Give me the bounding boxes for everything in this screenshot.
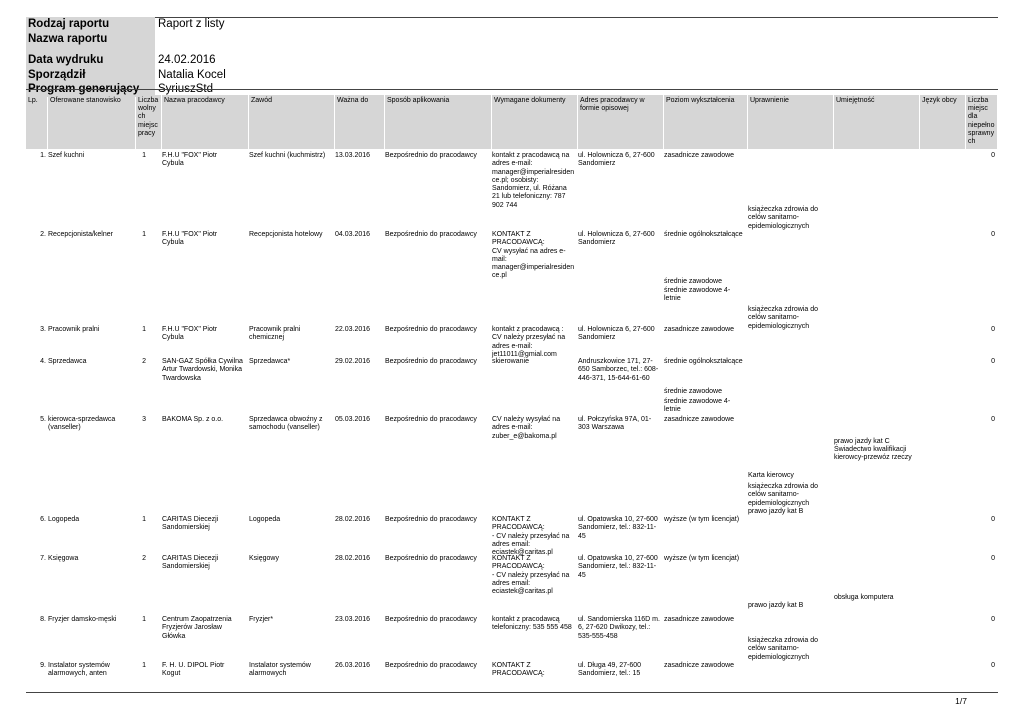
cell-count: 1 <box>142 231 146 238</box>
cell-method: Bezpośrednio do pracodawcy <box>385 231 477 238</box>
cell-education-item: zasadnicze zawodowe <box>664 416 735 423</box>
cell-valid: 29.02.2016 <box>335 358 371 365</box>
cell-valid: 23.03.2016 <box>335 616 371 623</box>
column-header-language: Język obcy <box>920 95 965 149</box>
cell-occupation: Logopeda <box>249 516 281 523</box>
cell-documents: kontakt z pracodawcą telefoniczny: 535 555 458 <box>492 616 572 632</box>
cell-employer: CARITAS Diecezji Sandomierskiej <box>162 555 219 571</box>
cell-count: 2 <box>142 555 146 562</box>
cell-lp: 1. <box>40 152 46 159</box>
cell-valid: 13.03.2016 <box>335 152 371 159</box>
table-row <box>26 662 998 690</box>
column-header-disabled: Liczba miejsc dla niepełno sprawny ch <box>966 95 997 149</box>
meta-author: Sporządził Natalia Kocel <box>28 68 226 81</box>
cell-employer: F.H.U "FOX" Piotr Cybula <box>162 152 218 168</box>
cell-licenses-item: książeczka zdrowia do celów sanitarno- epidemiologicznych prawo jazdy kat B <box>748 483 819 515</box>
cell-lp: 8. <box>40 616 46 623</box>
column-header-licenses: Uprawnienie <box>748 95 833 149</box>
cell-position: Sprzedawca <box>48 358 87 365</box>
cell-method: Bezpośrednio do pracodawcy <box>385 358 477 365</box>
table-row <box>26 616 998 661</box>
column-header-occupation: Zawód <box>249 95 334 149</box>
cell-education-item: średnie zawodowe <box>664 278 722 285</box>
cell-count: 1 <box>142 326 146 333</box>
column-header-skills: Umiejętność <box>834 95 919 149</box>
cell-valid: 05.03.2016 <box>335 416 371 423</box>
cell-disabled: 0 <box>991 616 995 623</box>
cell-disabled: 0 <box>991 516 995 523</box>
cell-skills-item: obsługa komputera <box>834 594 894 601</box>
cell-education-item: średnie zawodowe 4- letnie <box>664 287 731 303</box>
column-header-education: Poziom wykształcenia <box>664 95 747 149</box>
cell-licenses-item: książeczka zdrowia do celów sanitarno- epidemiologicznych <box>748 637 819 661</box>
meta-program: Program generujący SyriuszStd <box>28 83 213 96</box>
cell-position: Logopeda <box>48 516 80 523</box>
cell-occupation: Instalator systemów alarmowych <box>249 662 311 678</box>
cell-disabled: 0 <box>991 416 995 423</box>
cell-lp: 7. <box>40 555 46 562</box>
cell-method: Bezpośrednio do pracodawcy <box>385 616 477 623</box>
cell-method: Bezpośrednio do pracodawcy <box>385 555 477 562</box>
cell-documents: CV należy wysyłać na adres e-mail: zuber_e@bakoma.pl <box>492 416 561 440</box>
cell-occupation: Pracownik pralni chemicznej <box>249 326 301 342</box>
cell-education-item: średnie ogólnokształcące <box>664 231 743 238</box>
cell-education-item: wyższe (w tym licencjat) <box>664 516 740 523</box>
cell-method: Bezpośrednio do pracodawcy <box>385 326 477 333</box>
cell-address: ul. Połczyńska 97A, 01- 303 Warszawa <box>578 416 652 432</box>
column-header-position: Oferowane stanowisko <box>48 95 135 149</box>
cell-education-item: zasadnicze zawodowe <box>664 326 735 333</box>
cell-licenses-item: książeczka zdrowia do celów sanitarno- epidemiologicznych <box>748 306 819 330</box>
cell-valid: 28.02.2016 <box>335 555 371 562</box>
footer-rule <box>26 692 998 693</box>
column-header-address: Adres pracodawcy w formie opisowej <box>578 95 663 149</box>
cell-education-item: zasadnicze zawodowe <box>664 616 735 623</box>
cell-disabled: 0 <box>991 231 995 238</box>
cell-documents: KONTAKT Z PRACODAWCĄ: CV wysyłać na adres e- mail: manager@imperialresiden ce.pl <box>492 231 575 280</box>
column-header-documents: Wymagane dokumenty <box>492 95 577 149</box>
cell-documents: kontakt z pracodawcą : CV należy przesyłać na adres e-mail: jet11011@gmial.com <box>492 326 566 358</box>
cell-education-item: średnie ogólnokształcące <box>664 358 743 365</box>
cell-occupation: Księgowy <box>249 555 279 562</box>
cell-method: Bezpośrednio do pracodawcy <box>385 662 477 669</box>
cell-count: 1 <box>142 616 146 623</box>
cell-count: 1 <box>142 662 146 669</box>
cell-occupation: Szef kuchni (kuchmistrz) <box>249 152 326 159</box>
cell-lp: 6. <box>40 516 46 523</box>
cell-skills-item: prawo jazdy kat C <box>834 438 890 445</box>
cell-education-item: wyższe (w tym licencjat) <box>664 555 740 562</box>
cell-lp: 5. <box>40 416 46 423</box>
cell-valid: 28.02.2016 <box>335 516 371 523</box>
cell-employer: F. H. U. DIPOL Piotr Kogut <box>162 662 225 678</box>
cell-method: Bezpośrednio do pracodawcy <box>385 152 477 159</box>
cell-count: 3 <box>142 416 146 423</box>
cell-licenses-item: Karta kierowcy <box>748 472 794 479</box>
cell-lp: 9. <box>40 662 46 669</box>
cell-method: Bezpośrednio do pracodawcy <box>385 516 477 523</box>
cell-employer: Centrum Zaopatrzenia Fryzjerów Jarosław Główka <box>162 616 232 640</box>
cell-lp: 2. <box>40 231 46 238</box>
cell-lp: 4. <box>40 358 46 365</box>
cell-position: Szef kuchni <box>48 152 85 159</box>
cell-employer: SAN-GAZ Spółka Cywilna Artur Twardowski, Monika Twardowska <box>162 358 243 382</box>
cell-address: ul. Długa 49, 27-600 Sandomierz, tel.: 15 <box>578 662 642 678</box>
cell-education-item: średnie zawodowe 4- letnie <box>664 398 731 414</box>
cell-documents: KONTAKT Z PRACODAWCĄ: <box>492 662 545 678</box>
cell-position: Pracownik pralni <box>48 326 100 333</box>
cell-education-item: zasadnicze zawodowe <box>664 152 735 159</box>
cell-documents: kontakt z pracodawcą na adres e-mail: manager@imperialresiden ce.pl; osobisty: Sandomierz, ul. Różana 21 lub telefoniczny: 787 902 744 <box>492 152 575 209</box>
column-header-method: Sposób aplikowania <box>385 95 491 149</box>
cell-documents: KONTAKT Z PRACODAWCĄ: - CV należy przesyłać na adres email: eciastek@caritas.pl <box>492 555 570 596</box>
cell-count: 1 <box>142 152 146 159</box>
column-header-lp: Lp. <box>26 95 47 149</box>
cell-position: Fryzjer damsko-męski <box>48 616 117 623</box>
column-header-count: Liczba wolny ch miejsc pracy <box>136 95 161 149</box>
report-meta <box>26 17 998 97</box>
cell-address: ul. Holownicza 6, 27-600 Sandomierz <box>578 152 655 168</box>
cell-valid: 04.03.2016 <box>335 231 371 238</box>
cell-skills-item: Świadectwo kwalifikacji kierowcy-przewóz rzeczy <box>834 446 912 462</box>
page-number: 1/7 <box>955 696 967 706</box>
cell-address: ul. Opatowska 10, 27-600 Sandomierz, tel.: 832-11- 45 <box>578 555 658 579</box>
cell-method: Bezpośrednio do pracodawcy <box>385 416 477 423</box>
meta-print-date: Data wydruku 24.02.2016 <box>28 54 216 67</box>
cell-disabled: 0 <box>991 555 995 562</box>
cell-disabled: 0 <box>991 358 995 365</box>
cell-disabled: 0 <box>991 152 995 159</box>
table-row <box>26 555 998 615</box>
cell-valid: 26.03.2016 <box>335 662 371 669</box>
cell-address: ul. Sandomierska 116D m. 6, 27-620 Dwikozy, tel.: 535-555-458 <box>578 616 660 640</box>
cell-position: Księgowa <box>48 555 79 562</box>
cell-position: Instalator systemów alarmowych, anten <box>48 662 110 678</box>
table-header <box>26 95 998 149</box>
cell-occupation: Sprzedawca obwoźny z samochodu (vanseller) <box>249 416 323 432</box>
meta-report-type: Rodzaj raportu Raport z listy <box>28 18 225 30</box>
table-row <box>26 358 998 415</box>
cell-address: Andruszkowice 171, 27- 650 Samborzec, tel.: 608- 446-371, 15-644-61-60 <box>578 358 659 382</box>
cell-employer: F.H.U "FOX" Piotr Cybula <box>162 231 218 247</box>
cell-education-item: średnie zawodowe <box>664 388 722 395</box>
cell-employer: F.H.U "FOX" Piotr Cybula <box>162 326 218 342</box>
cell-valid: 22.03.2016 <box>335 326 371 333</box>
cell-licenses-item: książeczka zdrowia do celów sanitarno- epidemiologicznych <box>748 206 819 230</box>
table-row <box>26 416 998 515</box>
column-header-employer: Nazwa pracodawcy <box>162 95 248 149</box>
cell-occupation: Fryzjer* <box>249 616 274 623</box>
cell-employer: CARITAS Diecezji Sandomierskiej <box>162 516 219 532</box>
cell-education-item: zasadnicze zawodowe <box>664 662 735 669</box>
meta-bottom-rule <box>26 89 998 90</box>
cell-count: 2 <box>142 358 146 365</box>
cell-position: kierowca-sprzedawca (vanseller) <box>48 416 116 432</box>
cell-address: ul. Holownicza 6, 27-600 Sandomierz <box>578 231 655 247</box>
cell-disabled: 0 <box>991 326 995 333</box>
cell-documents: skierowanie <box>492 358 529 365</box>
cell-disabled: 0 <box>991 662 995 669</box>
cell-address: ul. Holownicza 6, 27-600 Sandomierz <box>578 326 655 342</box>
cell-position: Recepcjonista/kelner <box>48 231 113 238</box>
cell-documents: KONTAKT Z PRACODAWCĄ: - CV należy przesyłać na adres email: eciastek@caritas.pl <box>492 516 570 557</box>
meta-report-name: Nazwa raportu <box>26 32 998 47</box>
cell-address: ul. Opatowska 10, 27-600 Sandomierz, tel.: 832-11- 45 <box>578 516 658 540</box>
cell-count: 1 <box>142 516 146 523</box>
table-row <box>26 516 998 557</box>
column-header-valid: Ważna do <box>335 95 384 149</box>
cell-licenses-item: prawo jazdy kat B <box>748 602 804 609</box>
cell-employer: BAKOMA Sp. z o.o. <box>162 416 224 423</box>
cell-occupation: Sprzedawca* <box>249 358 291 365</box>
cell-occupation: Recepcjonista hotelowy <box>249 231 323 238</box>
cell-lp: 3. <box>40 326 46 333</box>
table-row <box>26 326 998 357</box>
table-row <box>26 152 998 230</box>
